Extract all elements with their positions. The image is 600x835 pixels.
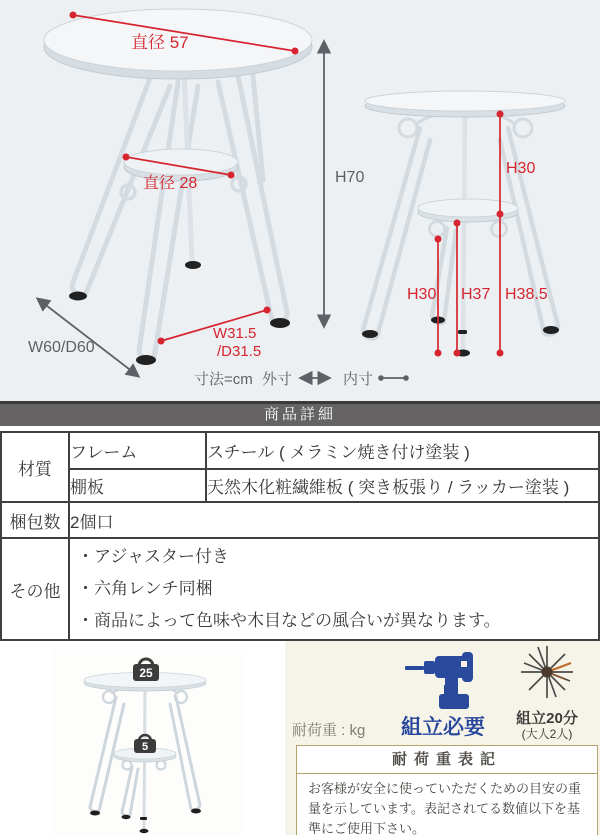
load-capacity-box [296,745,598,835]
other-item: ・商品によって色味や木目などの風合いが異なります。 [77,611,501,630]
shelf-value: 天然木化粧繊維板 ( 突き板張り / ラッカー塗装 ) [206,469,599,502]
other-label: その他 [1,538,69,640]
top-diameter-label: 直径 57 [131,33,189,52]
size-diagram-canvas [0,0,600,401]
table-row [1,432,599,469]
leg-clearance-label: H30 [407,286,437,303]
table-row [1,469,599,502]
shelf-diameter-label: 直径 28 [143,175,198,192]
height-label: H70 [335,169,365,186]
top-to-shelf-label: H30 [506,160,536,177]
drill-icon [405,649,481,711]
load-capacity-photo [52,649,242,835]
spec-table [0,431,600,641]
shelf-to-floor-label: H38.5 [505,286,548,303]
other-values [69,538,599,640]
assembly-time-label: 組立20分 [516,710,578,727]
load-box-body: お客様が安全に使っていただくための目安の重量を示しています。表記されてる数値以下を基準にご使用下さい。 [308,781,582,835]
inner-width-label-1: W31.5 [213,325,257,342]
package-value: 2個口 [69,502,599,538]
inner-width-label-2: /D31.5 [217,343,262,360]
other-item: ・六角レンチ同梱 [77,579,213,598]
material-label: 材質 [1,432,69,502]
weight-25-icon [133,659,159,681]
frame-value: スチール ( メラミン焼き付け塗装 ) [206,432,599,469]
svg-text:25: 25 [139,666,153,680]
outer-width-label: W60/D60 [28,339,95,356]
under-shelf-label: H37 [461,286,491,303]
shelf-label: 棚板 [69,469,206,502]
load-unit-label: 耐荷重 : kg [292,722,366,739]
svg-text:5: 5 [141,741,149,753]
unit-label: 寸法=cm [194,371,253,388]
table-row [1,538,599,640]
inner-legend-label: 内寸 [343,371,374,388]
size-diagram [0,0,600,401]
assembly-required-label: 組立必要 [401,716,485,739]
package-label: 梱包数 [1,502,69,538]
load-box-title: 耐荷重表記 [297,746,597,774]
dimension-legend [194,371,409,388]
load-table-illustration [52,649,242,835]
outer-legend-label: 外寸 [262,371,293,388]
right-table-illustration [362,91,565,357]
footer-info [0,641,600,835]
table-row [1,502,599,538]
section-header: 商品詳細 [0,401,600,426]
assembly-time-icon [513,643,581,709]
assembly-people-label: (大人2人) [521,727,573,741]
frame-label: フレーム [69,432,206,469]
other-item: ・アジャスター付き [77,547,229,566]
